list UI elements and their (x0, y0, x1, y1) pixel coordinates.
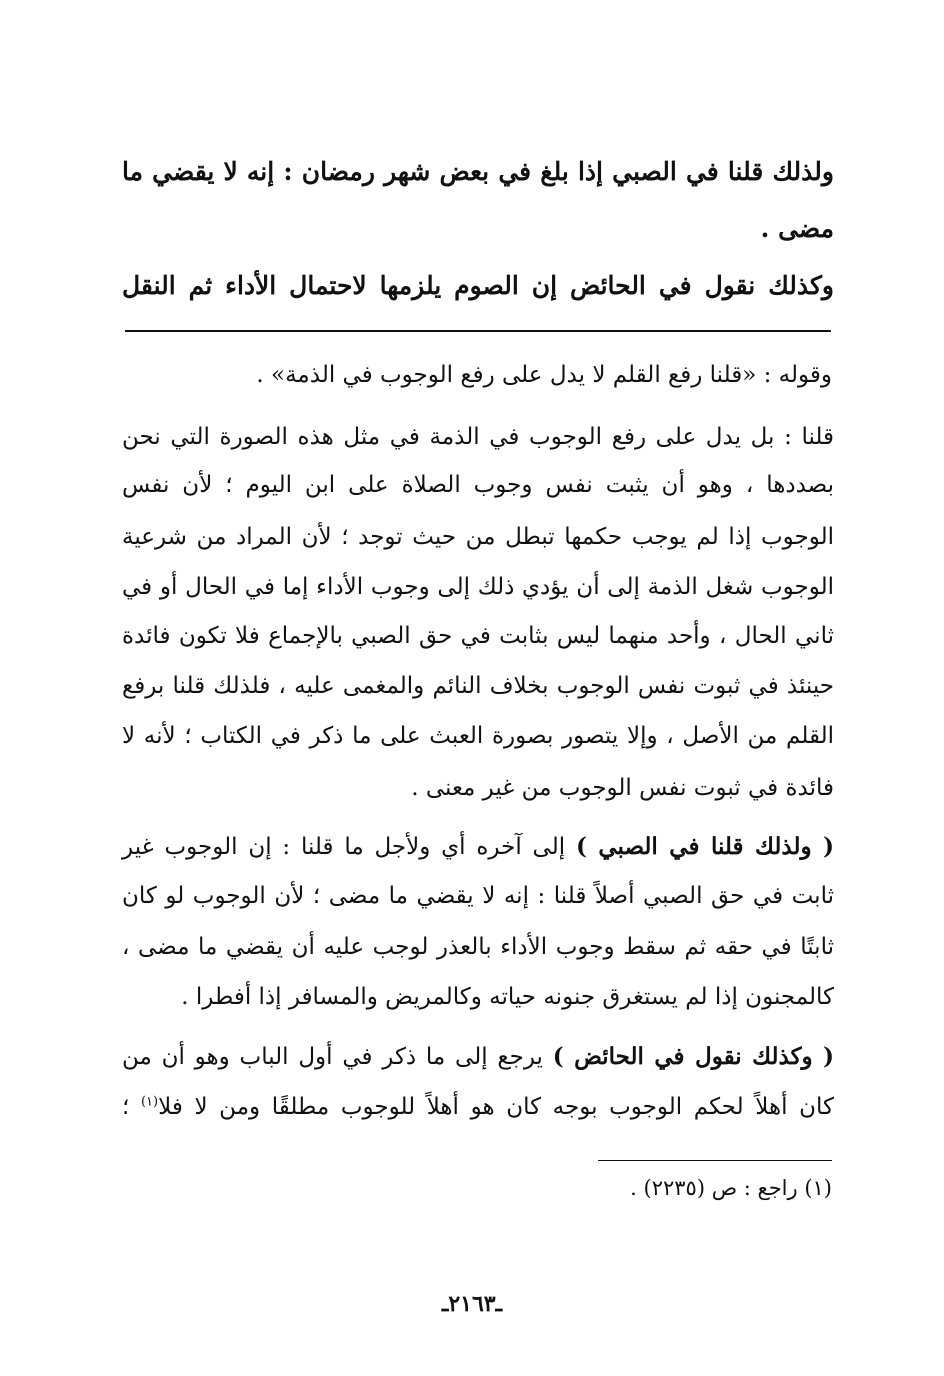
sharh-p2-line-5: ثاني الحال ، وأحد منهما ليس بثابت في حق الصبي بالإجماع فلا تكون فائدة (122, 623, 834, 649)
sharh-p3-line-1 (122, 833, 834, 861)
sharh-p4-line-2-text: كان أهلاً لحكم الوجوب بوجه كان هو أهلاً للوجوب مطلقًا ومن لا فلا (158, 1094, 835, 1120)
matn-line-2: مضى . (760, 214, 834, 243)
sharh-paragraph-1: وقوله : «قلنا رفع القلم لا يدل على رفع الوجوب في الذمة» . (256, 362, 832, 388)
matn-line-1: ولذلك قلنا في الصبي إذا بلغ في بعض شهر رمضان : إنه لا يقضي ما (122, 157, 834, 186)
sharh-p3-line-3: ثابتًا في حقه ثم سقط وجوب الأداء بالعذر لوجب عليه أن يقضي ما مضى ، (122, 934, 834, 960)
sharh-p2-line-6: حينئذ في ثبوت نفس الوجوب بخلاف النائم والمغمى عليه ، فلذلك قلنا برفع (122, 673, 834, 699)
sharh-p3-line-1-text: إلى آخره أي ولأجل ما قلنا : إن الوجوب غير (122, 834, 566, 860)
sharh-p2-line-4: الوجوب شغل الذمة إلى أن يؤدي ذلك إلى وجوب الأداء إما في الحال أو في (122, 574, 834, 600)
footnote: (١) راجع : ص (٢٢٣٥) . (630, 1176, 832, 1200)
footnote-separator-rule (598, 1160, 832, 1161)
matn-separator-rule (125, 330, 831, 332)
sharh-p3-line-4: كالمجنون إذا لم يستغرق جنونه حياته وكالمريض والمسافر إذا أفطرا . (181, 984, 834, 1010)
sharh-p4-quote: ( وكذلك نقول في الحائض ) (552, 1043, 834, 1070)
footnote-reference: (١) (140, 1094, 159, 1110)
sharh-p4-line-1 (122, 1043, 834, 1071)
page-number: ـ٢١٦٣ـ (441, 1291, 503, 1317)
sharh-p2-line-3: الوجوب إذا لم يوجب حكمها تبطل من حيث توجد ؛ لأن المراد من شرعية (122, 524, 834, 550)
sharh-p2-line-7: القلم من الأصل ، وإلا يتصور بصورة العبث على ما ذكر في الكتاب ؛ لأنه لا (122, 723, 834, 749)
sharh-p2-line-1: قلنا : بل يدل على رفع الوجوب في الذمة في مثل هذه الصورة التي نحن (122, 424, 835, 450)
sharh-p4-line-1-text: يرجع إلى ما ذكر في أول الباب وهو أن من (122, 1044, 543, 1070)
matn-line-3: وكذلك نقول في الحائض إن الصوم يلزمها لاحتمال الأداء ثم النقل (122, 271, 834, 300)
sharh-p2-line-8: فائدة في ثبوت نفس الوجوب من غير معنى . (411, 775, 834, 801)
sharh-p4-line-2 (122, 1093, 834, 1121)
sharh-p3-line-2: ثابت في حق الصبي أصلاً قلنا : إنه لا يقضي ما مضى ؛ لأن الوجوب لو كان (122, 883, 834, 909)
sharh-p4-line-2-end: ؛ (122, 1094, 130, 1120)
sharh-p3-quote: ( ولذلك قلنا في الصبي ) (575, 833, 835, 860)
sharh-p2-line-2: بصددها ، وهو أن يثبت نفس وجوب الصلاة على ابن اليوم ؛ لأن نفس (122, 472, 834, 498)
